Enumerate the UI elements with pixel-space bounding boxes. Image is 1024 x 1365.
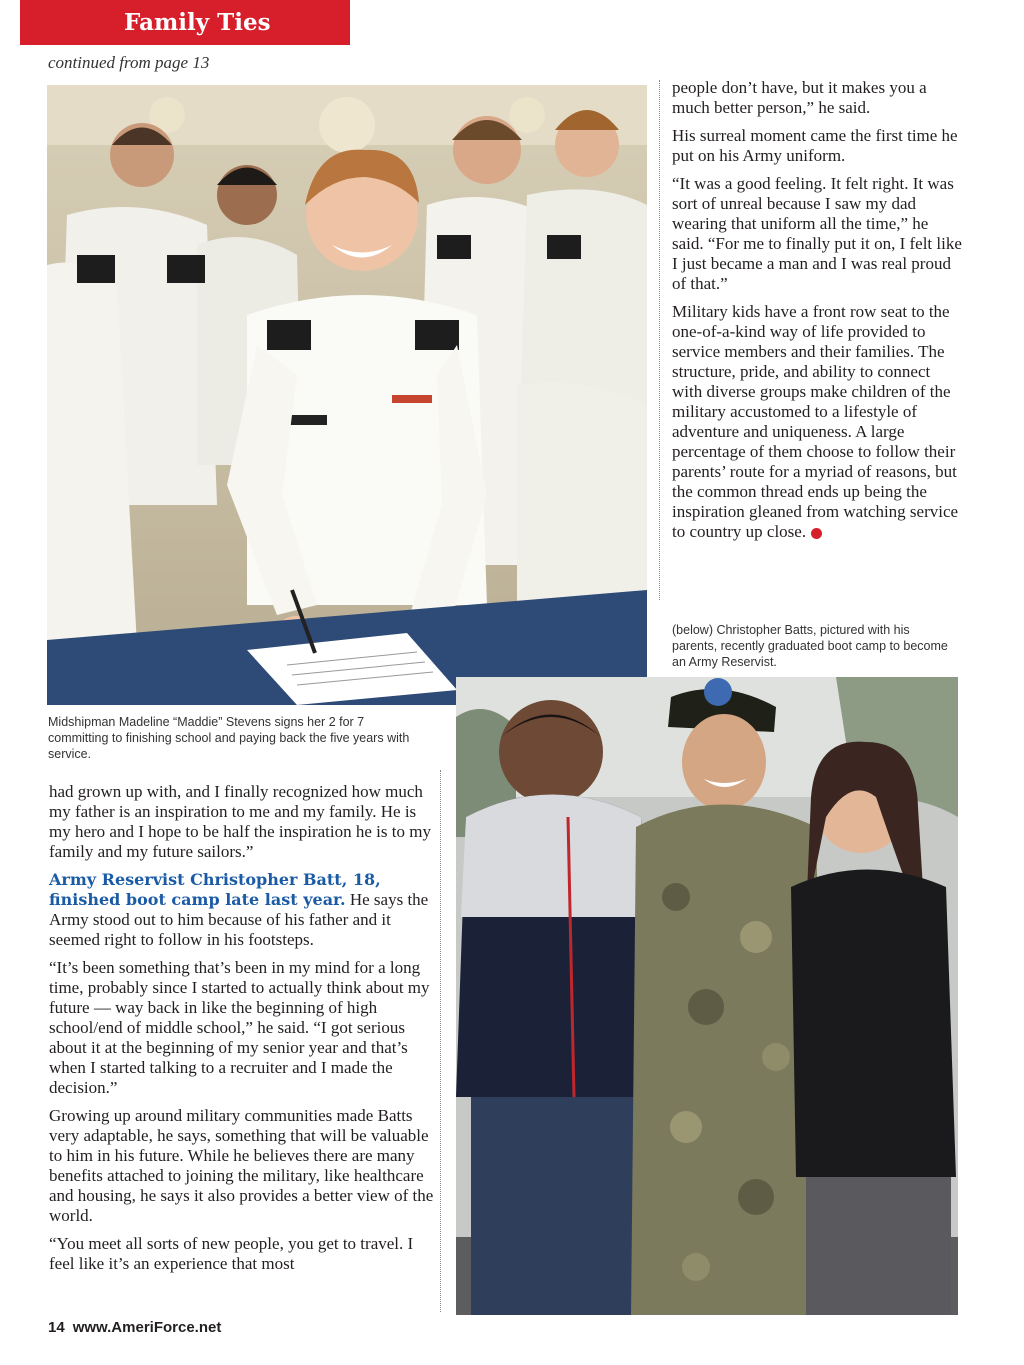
page-number: 14	[48, 1319, 65, 1336]
right-paragraph-4	[672, 302, 962, 542]
continued-note: continued from page 13	[48, 53, 210, 72]
column-divider-top	[659, 80, 660, 600]
right-paragraph-1: people don’t have, but it makes you a much better person,” he said.	[672, 78, 927, 117]
family-photo-illustration	[456, 677, 958, 1315]
left-paragraph-5: “You meet all sorts of new people, you get to travel. I feel like it’s an experience that most	[49, 1234, 414, 1273]
right-paragraph-3: “It was a good feeling. It felt right. It was sort of unreal because I saw my dad wearing that uniform all the time,” he said. “For me to finally put it on, I felt like I just became a man and I was real proud of that.”	[672, 174, 962, 293]
lead-in-rest: He says the Army stood out to him because of his father and it seemed right to follow in his footsteps.	[49, 890, 429, 949]
top-photo-caption: Midshipman Madeline “Maddie” Stevens signs her 2 for 7 committing to finishing school and paying back the five years with service.	[48, 715, 410, 761]
family-photo	[456, 677, 958, 1315]
left-paragraph-3: “It’s been something that’s been in my mind for a long time, probably since I started to actually think about my future — way back in like the beginning of high school/end of middle school,” he said. “I got serious about it at the beginning of my senior year and that’s when I started talking to a recruiter and I made the decision.”	[49, 958, 430, 1097]
midshipman-photo	[47, 85, 647, 705]
page-footer	[48, 1319, 221, 1336]
left-paragraph-4: Growing up around military communities made Batts very adaptable, he says, something that will be valuable to him in his future. While he believes there are many benefits attached to joining the military, like healthcare and housing, he says it also provides a better view of the world.	[49, 1106, 434, 1225]
section-title: Family Ties	[124, 9, 271, 36]
midshipman-photo-illustration	[47, 85, 647, 705]
lead-in-heading: Army Reservist Christopher Batt, 18, finished boot camp late last year.	[49, 870, 381, 909]
left-paragraph-2	[49, 870, 434, 950]
end-mark-icon	[811, 528, 822, 539]
left-paragraph-1: had grown up with, and I finally recognized how much my father is an inspiration to me and my family. He is my hero and I hope to be half the inspiration he is to my family and my future sailors.”	[49, 782, 431, 861]
website-link[interactable]: www.AmeriForce.net	[72, 1319, 222, 1336]
section-banner	[20, 0, 350, 45]
left-column	[49, 782, 434, 1282]
column-divider-bottom	[440, 770, 441, 1312]
bottom-photo-caption: (below) Christopher Batts, pictured with his parents, recently graduated boot camp to become an Army Reservist.	[672, 623, 948, 669]
right-paragraph-4-text: Military kids have a front row seat to the one-of-a-kind way of life provided to service members and their families. The structure, pride, and ability to connect with diverse groups make children of the military accustomed to a lifestyle of adventure and uniqueness. A large percentage of them choose to follow their parents’ route for a myriad of reasons, but the common thread ends up being the inspiration gleaned from watching service to country up close.	[672, 302, 959, 541]
right-column	[672, 78, 962, 550]
right-paragraph-2: His surreal moment came the first time he put on his Army uniform.	[672, 126, 958, 165]
